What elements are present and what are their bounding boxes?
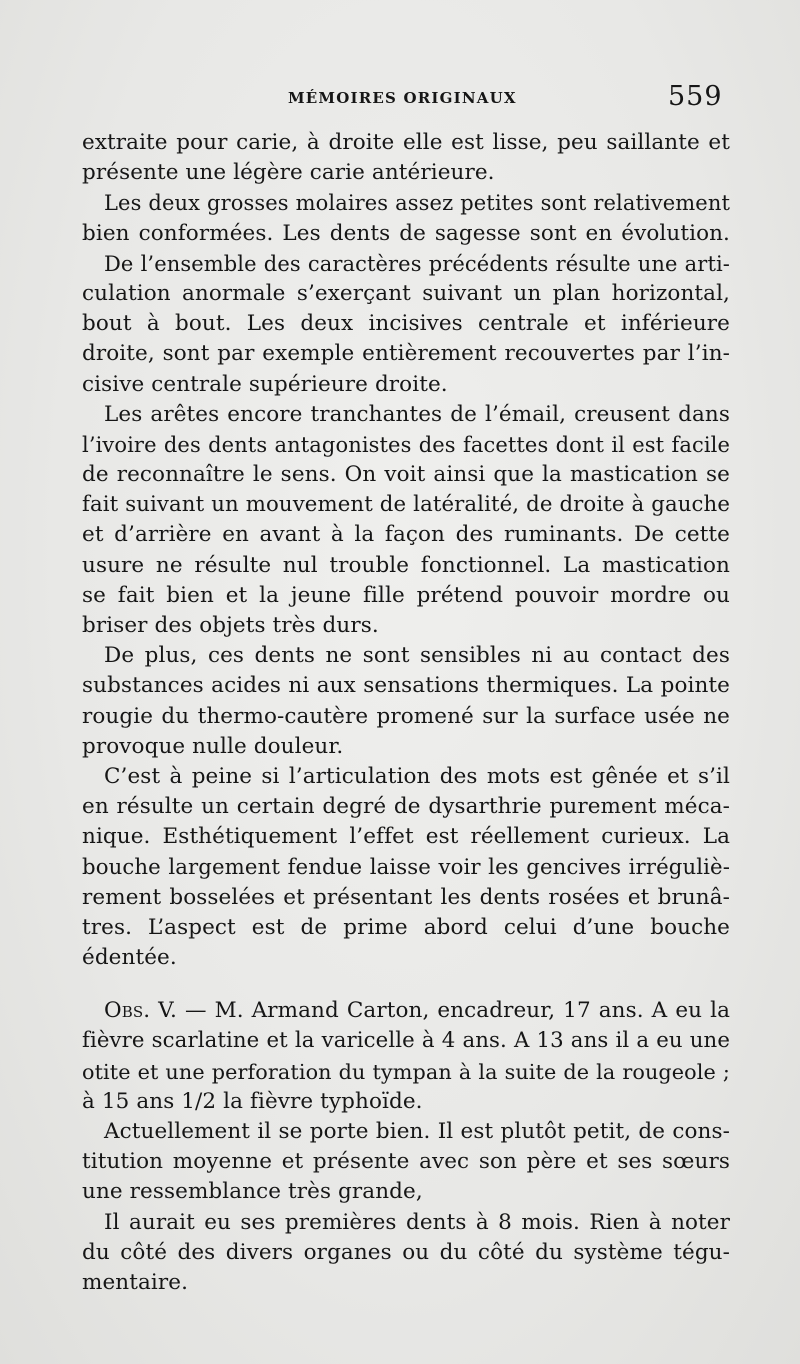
text-line: Actuellement il se porte bien. Il est plutôt petit, de cons-	[104, 1119, 730, 1144]
text-line: culation anormale s’exerçant suivant un plan horizontal,	[82, 280, 730, 306]
text-line: Il aurait eu ses premières dents à 8 mois. Rien à noter	[104, 1209, 730, 1235]
text-line: De l’ensemble des caractères précédents résulte une arti-	[104, 251, 730, 276]
text-line: Les arêtes encore tranchantes de l’émail, creusent dans	[104, 401, 730, 427]
text-line: bien conformées. Les dents de sagesse sont en évolution.	[82, 220, 730, 246]
page-number: 559	[668, 81, 723, 112]
text-line: provoque nulle douleur.	[82, 733, 344, 759]
text-line: C’est à peine si l’articulation des mots est gênée et s’il	[104, 763, 730, 789]
text-line: rougie du thermo-cautère promené sur la surface usée ne	[82, 703, 730, 729]
text-line: De plus, ces dents ne sont sensibles ni au contact des	[104, 643, 730, 669]
text-line: usure ne résulte nul trouble fonctionnel. La mastication	[82, 552, 730, 578]
text-line: de reconnaître le sens. On voit ainsi que la mastication se	[82, 462, 730, 488]
text-line: bouche largement fendue laisse voir les gencives irréguliè-	[82, 854, 730, 880]
text-line: rement bosselées et présentant les dents rosées et brunâ-	[82, 884, 730, 910]
text-line: substances acides ni aux sensations thermiques. La pointe	[82, 673, 730, 699]
text-line: droite, sont par exemple entièrement recouvertes par l’in-	[82, 341, 730, 367]
text-line: mentaire.	[82, 1269, 189, 1295]
text-line: extraite pour carie, à droite elle est lisse, peu saillante et	[82, 130, 730, 155]
body-text	[82, 128, 730, 1298]
section-gap	[82, 973, 730, 996]
text-line: bout à bout. Les deux incisives centrale et inférieure	[82, 311, 730, 337]
observation-first-line: — M. Armand Carton, encadreur, 17 ans. A eu la	[176, 998, 730, 1024]
text-line: cisive centrale supérieure droite.	[82, 371, 448, 397]
text-line: et d’arrière en avant à la façon des ruminants. De cette	[82, 522, 730, 548]
text-line: briser des objets très durs.	[82, 613, 379, 638]
observation-label: Obs. V.	[104, 998, 177, 1024]
text-line: à 15 ans 1/2 la fièvre typhoïde.	[82, 1088, 423, 1114]
text-line: Les deux grosses molaires assez petites sont relativement	[104, 191, 730, 216]
text-line: du côté des divers organes ou du côté du système tégu-	[82, 1239, 730, 1265]
text-line: édentée.	[82, 945, 177, 971]
text-line: fait suivant un mouvement de latéralité, de droite à gauche	[82, 492, 730, 518]
text-line: tres. L’aspect est de prime abord celui d’une bouche	[82, 914, 730, 940]
text-line: l’ivoire des dents antagonistes des facettes dont il est facile	[82, 432, 730, 457]
running-title: MÉMOIRES ORIGINAUX	[288, 89, 517, 107]
text-line: fièvre scarlatine et la varicelle à 4 ans. A 13 ans il a eu une	[82, 1028, 730, 1054]
text-line: se fait bien et la jeune fille prétend pouvoir mordre ou	[82, 582, 730, 608]
text-line: en résulte un certain degré de dysarthrie purement méca-	[82, 794, 730, 820]
text-line: nique. Esthétiquement l’effet est réellement curieux. La	[82, 824, 730, 850]
text-line: otite et une perforation du tympan à la suite de la rougeole ;	[82, 1059, 730, 1084]
page-header	[0, 81, 800, 114]
text-line: une ressemblance très grande,	[82, 1179, 423, 1205]
text-line: titution moyenne et présente avec son père et ses sœurs	[82, 1149, 730, 1175]
text-line: présente une légère carie antérieure.	[82, 160, 495, 186]
observation-heading-line	[82, 996, 730, 1026]
